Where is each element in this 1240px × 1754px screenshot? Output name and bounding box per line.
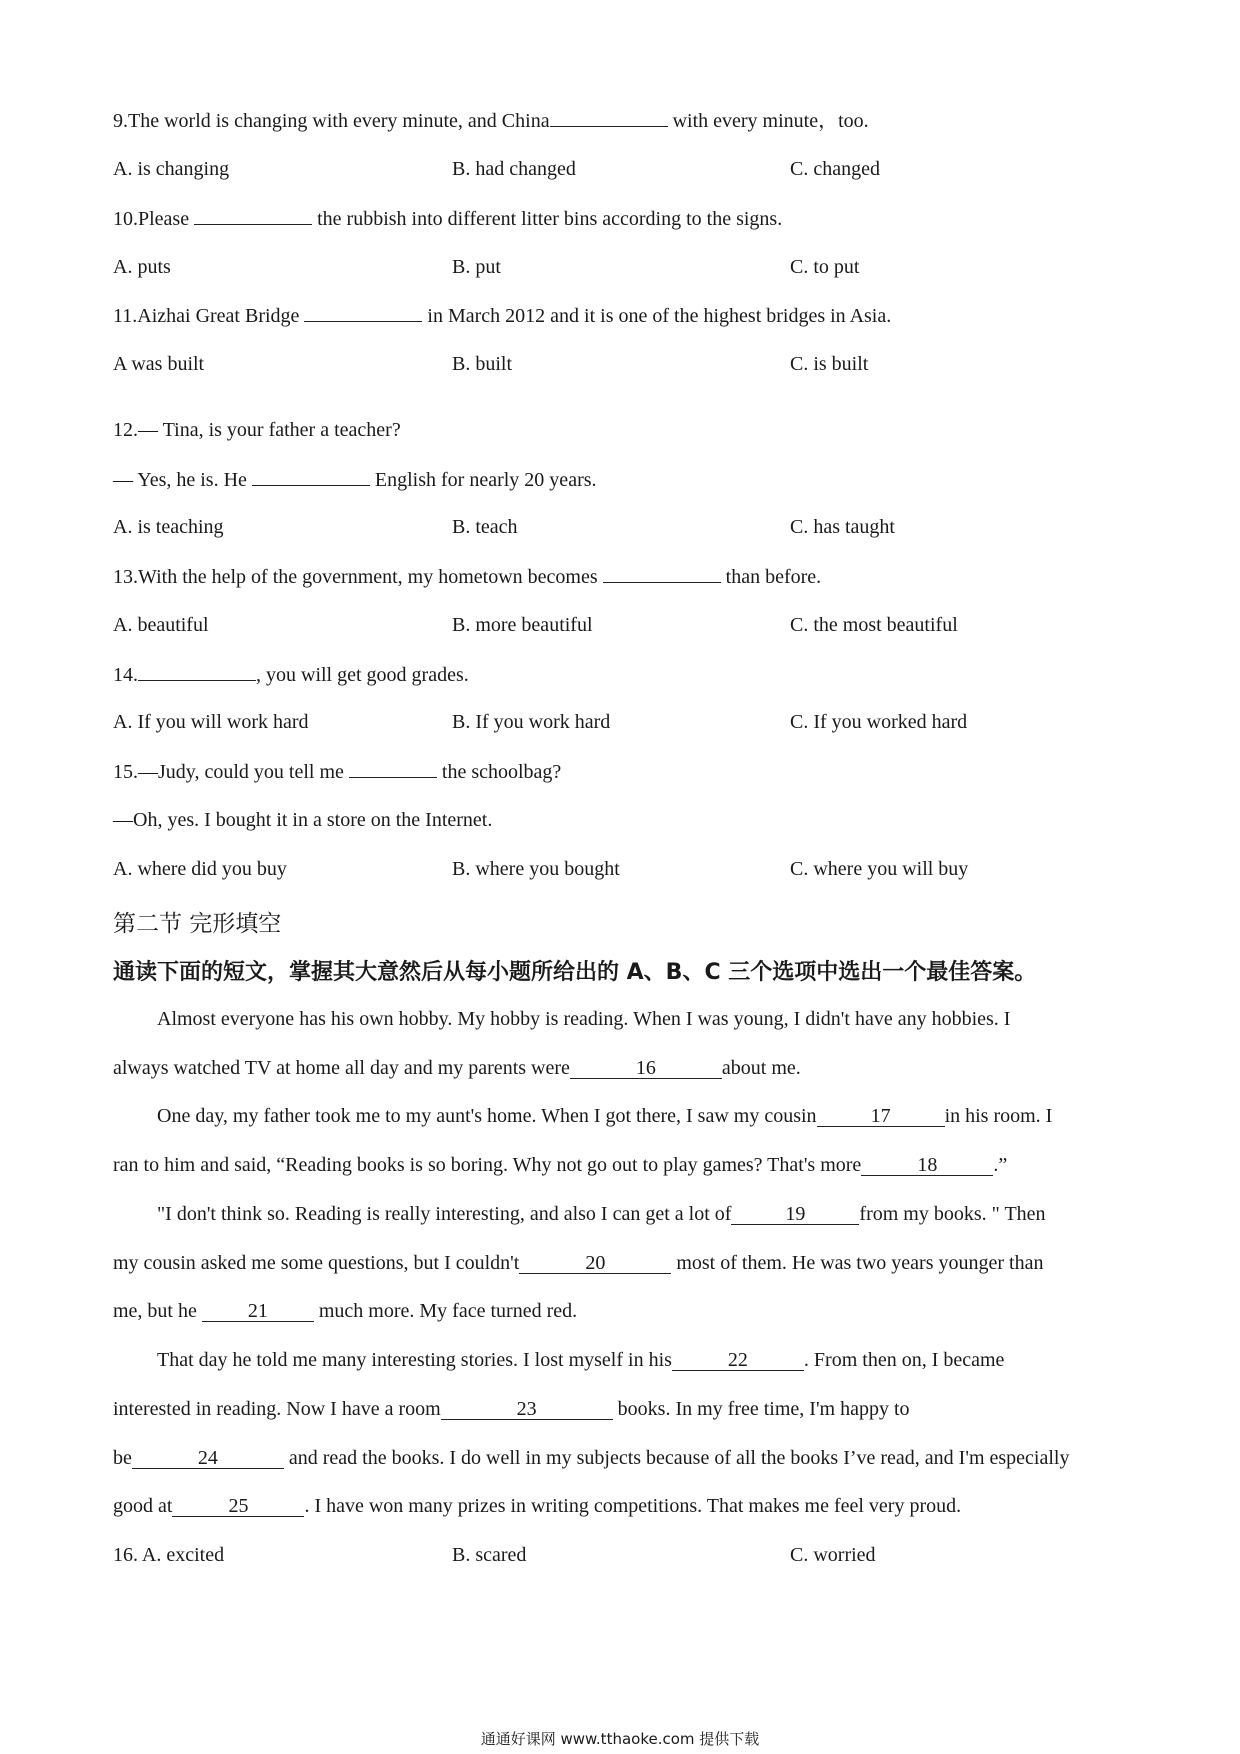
options-15 — [113, 857, 1133, 881]
question-text: English for nearly 20 years. — [369, 469, 597, 491]
passage-line — [157, 1104, 1052, 1128]
option-b: B. put — [452, 256, 501, 278]
passage-text: That day he told me many interesting stories. I lost myself in his — [157, 1349, 672, 1371]
passage-text: books. In my free time, I'm happy to — [612, 1398, 910, 1420]
passage-text: my cousin asked me some questions, but I couldn't — [113, 1252, 520, 1274]
passage-text: .” — [993, 1154, 1008, 1176]
question-text: 13.With the help of the government, my hometown becomes — [113, 566, 603, 588]
question-text: — Yes, he is. He — [113, 469, 252, 491]
section-instruction: 通读下面的短文，掌握其大意然后从每小题所给出的 A、B、C 三个选项中选出一个最佳答案。 — [113, 960, 1037, 985]
answer-blank — [349, 759, 437, 778]
passage-line — [113, 1446, 1069, 1470]
passage-text: interested in reading. Now I have a room — [113, 1398, 441, 1420]
question-text: with every minute，too. — [667, 110, 869, 132]
option-b: B. where you bought — [452, 858, 620, 880]
option-a: 16. A. excited — [113, 1544, 225, 1566]
page-footer: 通通好课网 www.tthaoke.com 提供下载 — [480, 1730, 760, 1748]
passage-text: . I have won many prizes in writing competitions. That makes me feel very proud. — [304, 1495, 962, 1517]
passage-text: from my books. " Then — [859, 1203, 1046, 1225]
option-c: C. where you will buy — [790, 858, 969, 880]
options-10 — [113, 255, 1133, 279]
cloze-blank-24: 24 — [132, 1448, 284, 1469]
option-b: B. built — [452, 353, 513, 375]
cloze-blank-16: 16 — [570, 1058, 722, 1079]
question-text: in March 2012 and it is one of the highest bridges in Asia. — [422, 305, 892, 327]
cloze-blank-23: 23 — [441, 1399, 613, 1420]
passage-text: be — [113, 1447, 132, 1469]
option-c: C. to put — [790, 256, 860, 278]
question-text: 15.—Judy, could you tell me — [113, 761, 349, 783]
option-b: B. If you work hard — [452, 711, 611, 733]
passage-text: in his room. I — [944, 1105, 1053, 1127]
cloze-blank-17: 17 — [817, 1106, 945, 1127]
question-text: the rubbish into different litter bins according to the signs. — [312, 208, 783, 230]
answer-blank — [304, 303, 422, 322]
cloze-blank-25: 25 — [172, 1496, 304, 1517]
option-a: A. is teaching — [113, 516, 224, 538]
question-text: 14. — [113, 664, 138, 686]
question-text: 9.The world is changing with every minute, and China — [113, 110, 550, 132]
option-b: B. teach — [452, 516, 518, 538]
passage-text: "I don't think so. Reading is really interesting, and also I can get a lot of — [157, 1203, 732, 1225]
passage-line — [157, 1348, 1004, 1372]
option-b: B. scared — [452, 1544, 527, 1566]
option-a: A. If you will work hard — [113, 711, 309, 733]
option-c: C. the most beautiful — [790, 614, 958, 636]
question-text: than before. — [720, 566, 822, 588]
answer-blank — [138, 662, 256, 681]
options-11 — [113, 352, 1133, 376]
passage-text: ran to him and said, “Reading books is so boring. Why not go out to play games? That's more — [113, 1154, 862, 1176]
option-a: A was built — [113, 353, 205, 375]
options-16 — [113, 1543, 1133, 1567]
option-c: C. is built — [790, 353, 869, 375]
question-9 — [113, 108, 869, 133]
passage-text: much more. My face turned red. — [313, 1300, 578, 1322]
question-14 — [113, 662, 469, 687]
passage-text: good at — [113, 1495, 173, 1517]
question-15-reply: —Oh, yes. I bought it in a store on the Internet. — [113, 809, 493, 831]
option-b: B. more beautiful — [452, 614, 593, 636]
passage-line — [157, 1202, 1046, 1226]
passage-line — [113, 1251, 1043, 1275]
question-10 — [113, 206, 782, 231]
passage-line — [113, 1397, 910, 1421]
answer-blank — [603, 564, 721, 583]
cloze-blank-22: 22 — [672, 1350, 804, 1371]
passage-text: . From then on, I became — [803, 1349, 1005, 1371]
question-13 — [113, 564, 821, 589]
option-c: C. If you worked hard — [790, 711, 968, 733]
answer-blank — [550, 108, 668, 127]
option-a: A. beautiful — [113, 614, 209, 636]
passage-line — [113, 1299, 577, 1323]
question-text: 11.Aizhai Great Bridge — [113, 305, 305, 327]
option-b: B. had changed — [452, 158, 576, 180]
question-text: the schoolbag? — [436, 761, 562, 783]
cloze-blank-20: 20 — [519, 1253, 671, 1274]
options-14 — [113, 710, 1133, 734]
passage-text: always watched TV at home all day and my parents were — [113, 1057, 570, 1079]
section-title: 第二节 完形填空 — [113, 911, 282, 937]
question-11 — [113, 303, 891, 328]
passage-text: about me. — [721, 1057, 801, 1079]
question-12: 12.— Tina, is your father a teacher? — [113, 419, 401, 441]
option-c: C. has taught — [790, 516, 895, 538]
passage-line — [113, 1056, 801, 1080]
answer-blank — [252, 467, 370, 486]
answer-blank — [194, 206, 312, 225]
cloze-blank-21: 21 — [202, 1301, 314, 1322]
cloze-blank-18: 18 — [861, 1155, 993, 1176]
passage-line — [113, 1494, 961, 1518]
passage-text: most of them. He was two years younger than — [671, 1252, 1044, 1274]
passage-text: and read the books. I do well in my subjects because of all the books I’ve read, and I'm especially — [283, 1447, 1070, 1469]
passage-line — [113, 1153, 1007, 1177]
question-15 — [113, 759, 561, 784]
cloze-blank-19: 19 — [731, 1204, 859, 1225]
options-12 — [113, 515, 1133, 539]
passage-line: Almost everyone has his own hobby. My hobby is reading. When I was young, I didn't have any hobbies. I — [157, 1008, 1011, 1030]
options-13 — [113, 613, 1133, 637]
option-a: A. is changing — [113, 158, 230, 180]
passage-text: me, but he — [113, 1300, 202, 1322]
passage-text: One day, my father took me to my aunt's home. When I got there, I saw my cousin — [157, 1105, 817, 1127]
question-12-answer-line — [113, 467, 597, 492]
option-a: A. puts — [113, 256, 171, 278]
option-c: C. worried — [790, 1544, 876, 1566]
options-9 — [113, 157, 1133, 181]
question-text: , you will get good grades. — [256, 664, 469, 686]
question-text: 10.Please — [113, 208, 195, 230]
option-c: C. changed — [790, 158, 880, 180]
option-a: A. where did you buy — [113, 858, 287, 880]
